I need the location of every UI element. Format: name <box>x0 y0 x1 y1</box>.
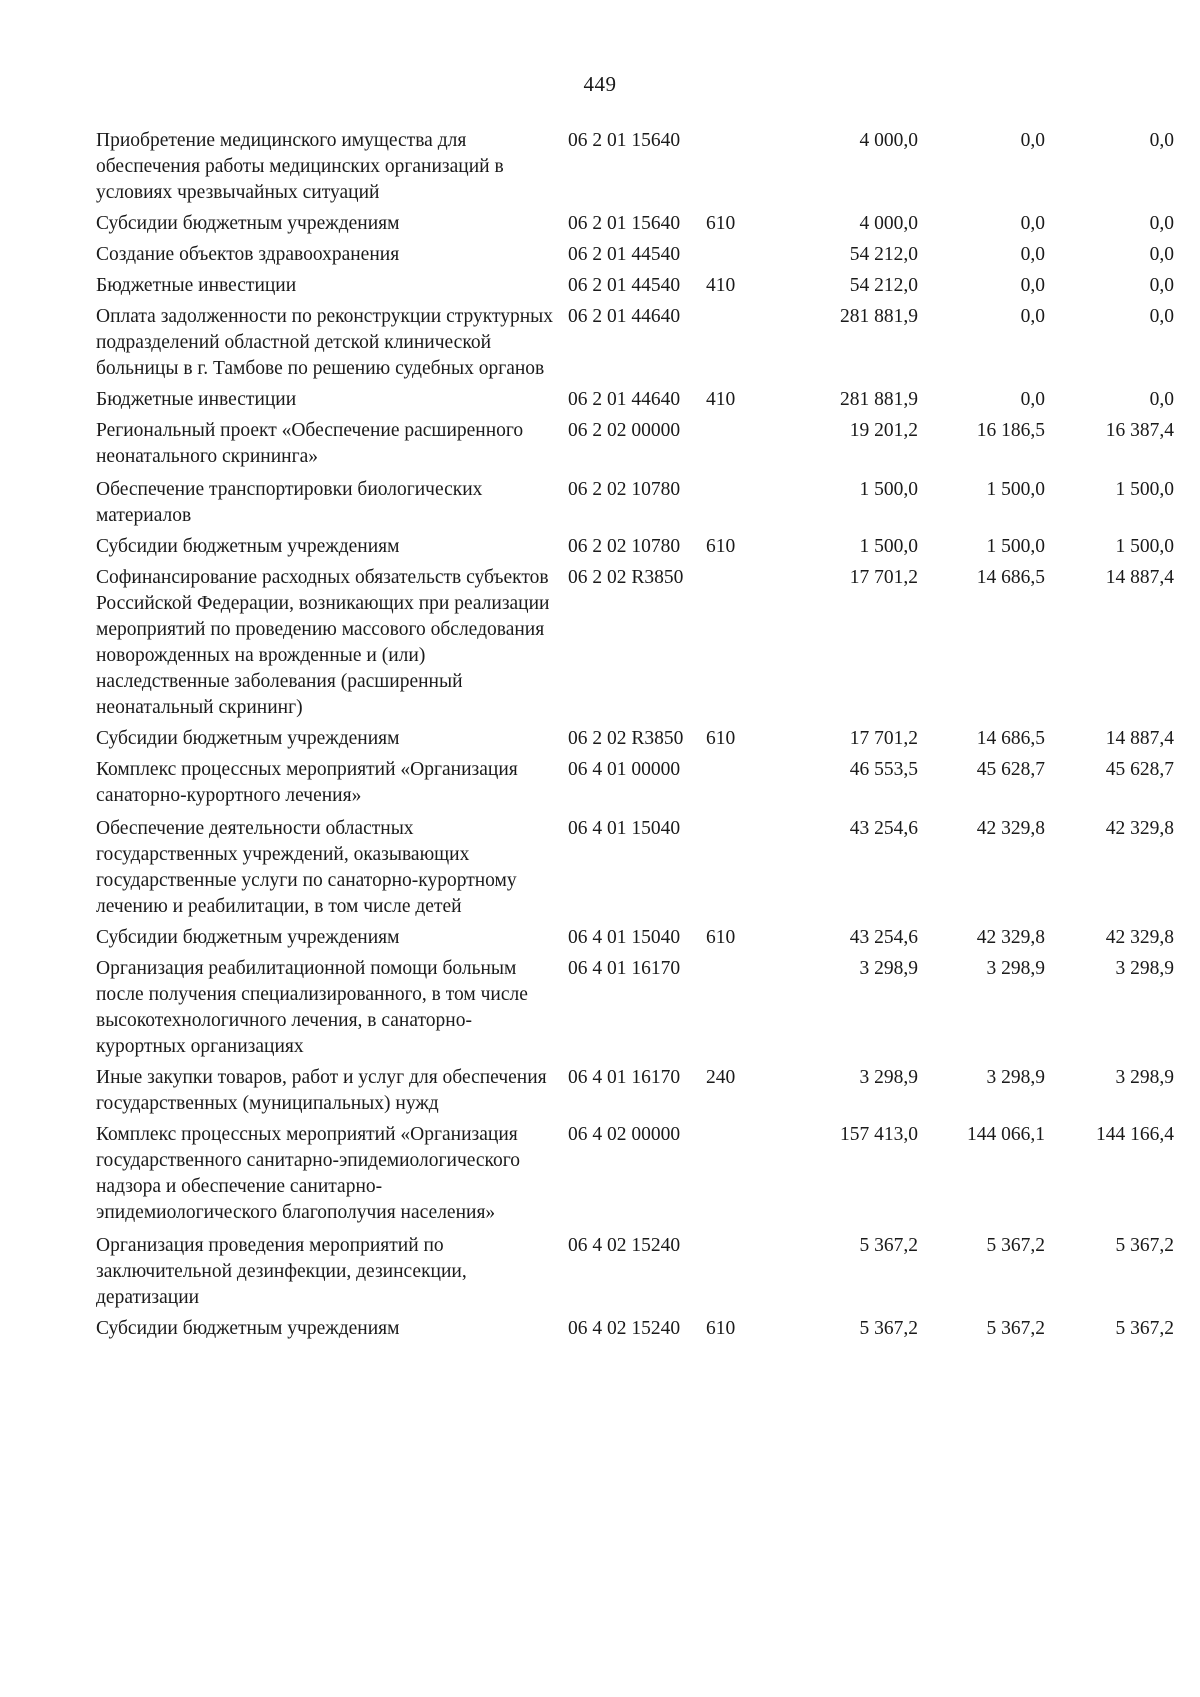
row-amount-year-3: 5 367,2 <box>1115 1318 1174 1339</box>
row-amount-year-3: 144 166,4 <box>1096 1124 1174 1145</box>
row-amount-year-2: 3 298,9 <box>986 958 1045 979</box>
row-name: Обеспечение транспортировки биологических материалов <box>96 479 483 526</box>
row-amount-year-1: 1 500,0 <box>859 536 918 557</box>
row-name: Субсидии бюджетным учреждениям <box>96 728 400 749</box>
row-target-code: 06 4 01 16170 <box>568 958 681 979</box>
row-amount-year-3: 14 887,4 <box>1105 567 1174 588</box>
row-target-code: 06 2 02 R3850 <box>568 567 684 588</box>
row-amount-year-2: 0,0 <box>1020 244 1045 265</box>
row-name: Субсидии бюджетным учреждениям <box>96 213 400 234</box>
table-row <box>96 211 1174 237</box>
row-amount-year-1: 19 201,2 <box>849 420 918 441</box>
row-target-code: 06 2 02 R3850 <box>568 728 684 749</box>
row-target-code: 06 2 01 15640 <box>568 130 681 151</box>
row-amount-year-1: 3 298,9 <box>859 958 918 979</box>
row-amount-year-2: 5 367,2 <box>986 1235 1045 1256</box>
row-target-code: 06 4 01 16170 <box>568 1067 681 1088</box>
row-expense-type: 610 <box>706 536 736 557</box>
row-name: Комплекс процессных мероприятий «Организация государственного санитарно-эпидемиологического надзора и обеспечение санитарно-эпидемиологического благополучия населения» <box>96 1124 521 1223</box>
row-amount-year-1: 3 298,9 <box>859 1067 918 1088</box>
row-amount-year-1: 54 212,0 <box>849 244 918 265</box>
row-amount-year-2: 42 329,8 <box>976 927 1045 948</box>
row-target-code: 06 4 02 15240 <box>568 1235 681 1256</box>
row-amount-year-1: 4 000,0 <box>859 213 918 234</box>
row-amount-year-1: 5 367,2 <box>859 1318 918 1339</box>
row-target-code: 06 2 02 00000 <box>568 420 681 441</box>
row-target-code: 06 2 01 44640 <box>568 389 681 410</box>
table-row <box>96 1065 1174 1117</box>
row-expense-type: 240 <box>706 1067 736 1088</box>
row-name: Организация проведения мероприятий по заключительной дезинфекции, дезинсекции, дератизации <box>96 1235 467 1308</box>
row-amount-year-2: 14 686,5 <box>976 728 1045 749</box>
row-amount-year-1: 17 701,2 <box>849 567 918 588</box>
row-name: Региональный проект «Обеспечение расширенного неонатального скрининга» <box>96 420 524 467</box>
row-amount-year-2: 0,0 <box>1020 275 1045 296</box>
row-amount-year-1: 1 500,0 <box>859 479 918 500</box>
table-row <box>96 128 1174 206</box>
row-amount-year-3: 45 628,7 <box>1105 759 1174 780</box>
table-row <box>96 1233 1174 1311</box>
row-amount-year-2: 3 298,9 <box>986 1067 1045 1088</box>
row-amount-year-3: 3 298,9 <box>1115 958 1174 979</box>
row-amount-year-3: 0,0 <box>1149 130 1174 151</box>
row-expense-type: 410 <box>706 275 736 296</box>
row-amount-year-2: 0,0 <box>1020 389 1045 410</box>
row-amount-year-2: 0,0 <box>1020 130 1045 151</box>
row-amount-year-1: 43 254,6 <box>849 818 918 839</box>
row-amount-year-1: 17 701,2 <box>849 728 918 749</box>
table-row <box>96 956 1174 1060</box>
row-amount-year-3: 0,0 <box>1149 244 1174 265</box>
row-target-code: 06 4 01 15040 <box>568 818 681 839</box>
row-amount-year-3: 42 329,8 <box>1105 927 1174 948</box>
row-name: Иные закупки товаров, работ и услуг для обеспечения государственных (муниципальных) нужд <box>96 1067 547 1114</box>
row-amount-year-3: 3 298,9 <box>1115 1067 1174 1088</box>
row-name: Субсидии бюджетным учреждениям <box>96 1318 400 1339</box>
table-row <box>96 565 1174 721</box>
row-amount-year-3: 1 500,0 <box>1115 479 1174 500</box>
row-target-code: 06 4 01 00000 <box>568 759 681 780</box>
row-target-code: 06 4 01 15040 <box>568 927 681 948</box>
row-amount-year-2: 45 628,7 <box>976 759 1045 780</box>
table-row <box>96 757 1174 809</box>
row-amount-year-1: 54 212,0 <box>849 275 918 296</box>
table-row <box>96 273 1174 299</box>
row-name: Приобретение медицинского имущества для обеспечения работы медицинских организаций в условиях чрезвычайных ситуаций <box>96 130 504 203</box>
table-row <box>96 534 1174 560</box>
row-amount-year-3: 42 329,8 <box>1105 818 1174 839</box>
row-expense-type: 610 <box>706 728 736 749</box>
table-row <box>96 1122 1174 1226</box>
row-amount-year-2: 42 329,8 <box>976 818 1045 839</box>
row-amount-year-3: 0,0 <box>1149 275 1174 296</box>
row-amount-year-1: 5 367,2 <box>859 1235 918 1256</box>
row-target-code: 06 2 01 44640 <box>568 306 681 327</box>
row-expense-type: 610 <box>706 927 736 948</box>
row-amount-year-1: 281 881,9 <box>840 389 918 410</box>
table-row <box>96 387 1174 413</box>
row-amount-year-2: 1 500,0 <box>986 536 1045 557</box>
row-amount-year-1: 4 000,0 <box>859 130 918 151</box>
table-row <box>96 816 1174 920</box>
budget-table <box>96 128 1174 1342</box>
row-amount-year-1: 43 254,6 <box>849 927 918 948</box>
row-expense-type: 610 <box>706 1318 736 1339</box>
row-name: Софинансирование расходных обязательств субъектов Российской Федерации, возникающих при реализации мероприятий по проведению массового обследования новорожденных на врожденные и (или) наследственные заболевания (расширенный неонатальный скрининг) <box>96 567 550 718</box>
row-target-code: 06 2 01 44540 <box>568 275 681 296</box>
row-expense-type: 410 <box>706 389 736 410</box>
row-amount-year-2: 0,0 <box>1020 306 1045 327</box>
row-name: Оплата задолженности по реконструкции структурных подразделений областной детской клинической больницы в г. Тамбове по решению судебных органов <box>96 306 554 379</box>
row-amount-year-2: 16 186,5 <box>976 420 1045 441</box>
table-row <box>96 304 1174 382</box>
row-name: Комплекс процессных мероприятий «Организация санаторно-курортного лечения» <box>96 759 518 806</box>
table-row <box>96 418 1174 470</box>
row-name: Создание объектов здравоохранения <box>96 244 400 265</box>
row-amount-year-3: 0,0 <box>1149 306 1174 327</box>
row-amount-year-3: 14 887,4 <box>1105 728 1174 749</box>
row-amount-year-1: 281 881,9 <box>840 306 918 327</box>
row-name: Организация реабилитационной помощи больным после получения специализированного, в том числе высокотехнологичного лечения, в санаторно-курортных организациях <box>96 958 528 1057</box>
row-name: Субсидии бюджетным учреждениям <box>96 536 400 557</box>
row-amount-year-3: 0,0 <box>1149 389 1174 410</box>
row-name: Обеспечение деятельности областных государственных учреждений, оказывающих государственные услуги по санаторно-курортному лечению и реабилитации, в том числе детей <box>96 818 517 917</box>
row-target-code: 06 2 02 10780 <box>568 536 681 557</box>
row-target-code: 06 2 02 10780 <box>568 479 681 500</box>
row-amount-year-2: 0,0 <box>1020 213 1045 234</box>
row-name: Бюджетные инвестиции <box>96 389 297 410</box>
row-amount-year-3: 16 387,4 <box>1105 420 1174 441</box>
row-name: Бюджетные инвестиции <box>96 275 297 296</box>
row-name: Субсидии бюджетным учреждениям <box>96 927 400 948</box>
row-target-code: 06 4 02 00000 <box>568 1124 681 1145</box>
row-amount-year-2: 1 500,0 <box>986 479 1045 500</box>
row-target-code: 06 4 02 15240 <box>568 1318 681 1339</box>
row-amount-year-3: 5 367,2 <box>1115 1235 1174 1256</box>
table-row <box>96 242 1174 268</box>
row-target-code: 06 2 01 15640 <box>568 213 681 234</box>
table-row <box>96 477 1174 529</box>
table-row <box>96 1316 1174 1342</box>
row-expense-type: 610 <box>706 213 736 234</box>
row-amount-year-2: 5 367,2 <box>986 1318 1045 1339</box>
row-target-code: 06 2 01 44540 <box>568 244 681 265</box>
row-amount-year-2: 14 686,5 <box>976 567 1045 588</box>
row-amount-year-2: 144 066,1 <box>967 1124 1045 1145</box>
row-amount-year-1: 46 553,5 <box>849 759 918 780</box>
row-amount-year-3: 0,0 <box>1149 213 1174 234</box>
table-row <box>96 726 1174 752</box>
page-number: 449 <box>583 72 617 96</box>
row-amount-year-3: 1 500,0 <box>1115 536 1174 557</box>
table-row <box>96 925 1174 951</box>
row-amount-year-1: 157 413,0 <box>840 1124 918 1145</box>
